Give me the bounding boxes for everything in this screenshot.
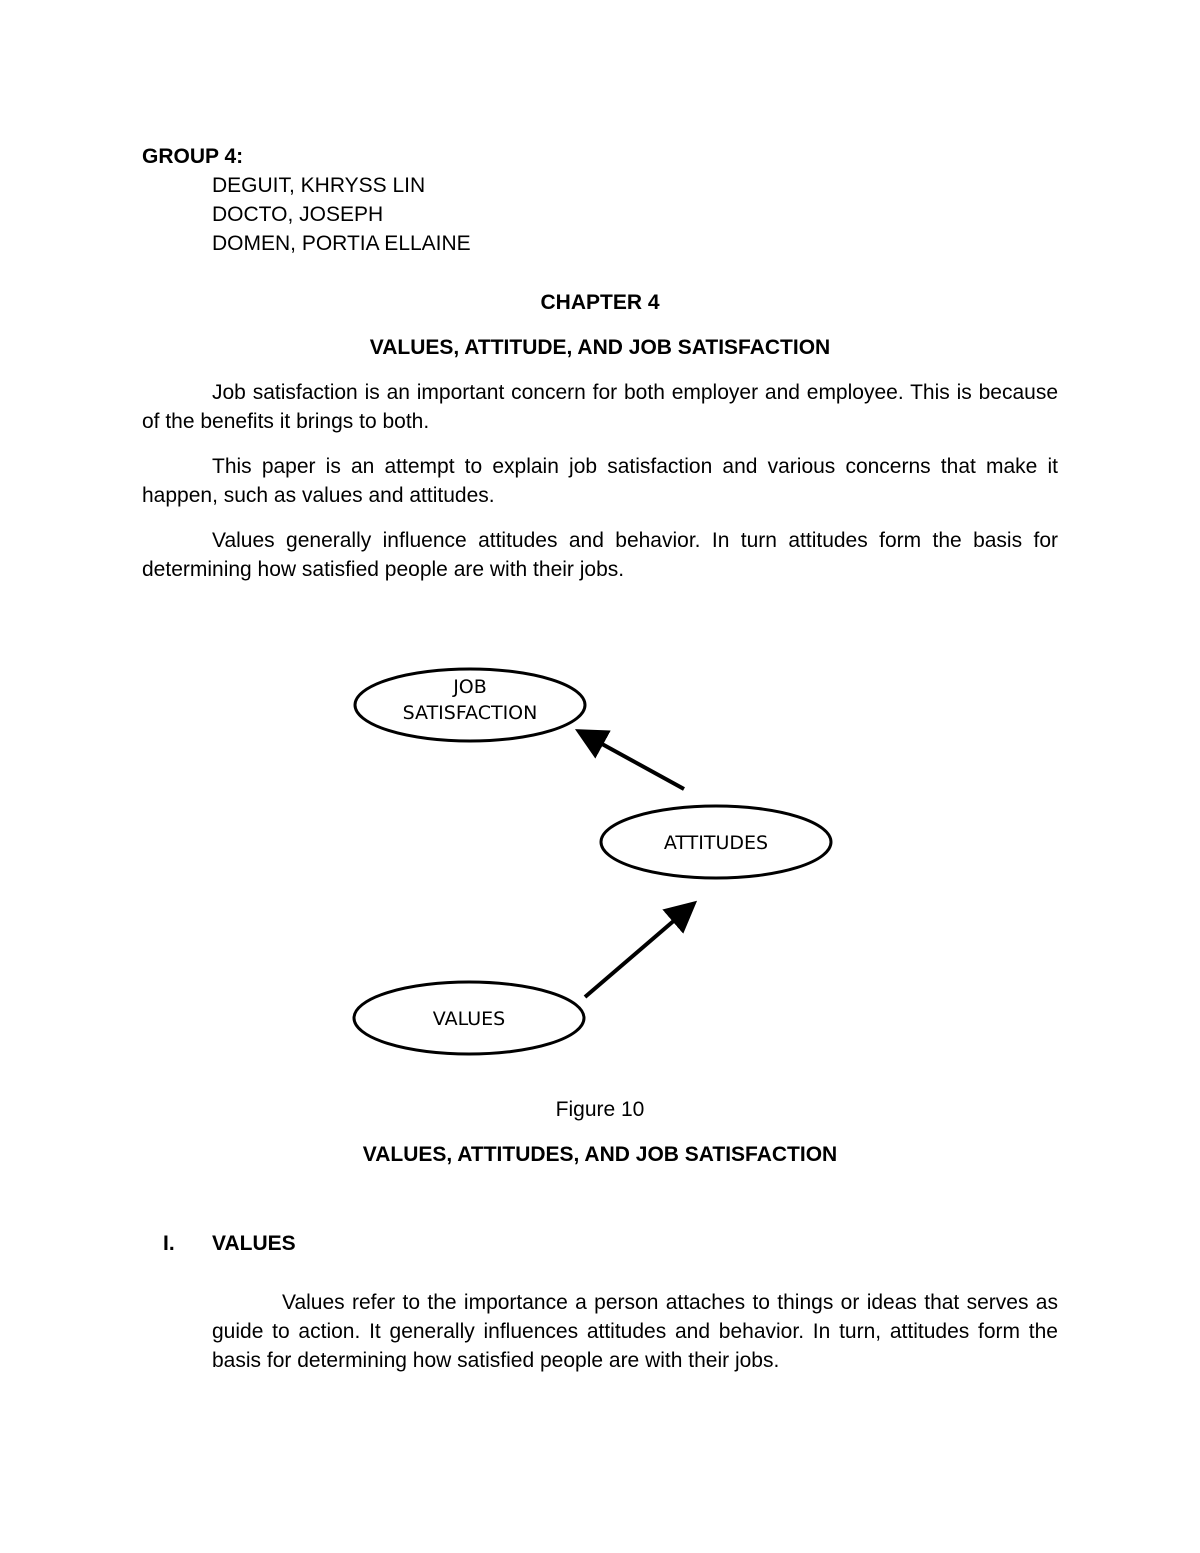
section-paragraph: Values refer to the importance a person attaches to things or ideas that serves as guide to action. It generally influences attitudes and behavior. In turn, attitudes form the basis for determining how satisfied people are with their jobs. <box>212 1291 1058 1372</box>
intro-paragraph-2: This paper is an attempt to explain job satisfaction and various concerns that make it happen, such as values and attitudes. <box>142 455 1058 507</box>
figure-number: Figure 10 <box>555 1098 645 1121</box>
section-heading: VALUES <box>212 1232 296 1255</box>
member-2: DOCTO, JOSEPH <box>212 203 384 226</box>
job-satisfaction-node <box>355 669 585 741</box>
attitudes-label: ATTITUDES <box>663 832 769 854</box>
job-satisfaction-label-line1: JOB <box>453 676 487 698</box>
job-satisfaction-label-line2: SATISFACTION <box>402 702 538 724</box>
arrow-values-to-attitudes <box>585 906 691 997</box>
values-attitudes-diagram <box>0 640 1200 1080</box>
values-node <box>354 982 584 1054</box>
intro-paragraph-1: Job satisfaction is an important concern for both employer and employee. This is because of the benefits it brings to both. <box>142 381 1058 433</box>
member-1: DEGUIT, KHRYSS LIN <box>212 174 426 197</box>
values-label: VALUES <box>432 1008 506 1030</box>
arrow-attitudes-to-job-satisfaction <box>582 733 684 789</box>
intro-paragraph-3: Values generally influence attitudes and behavior. In turn attitudes form the basis for determining how satisfied people are with their jobs. <box>142 529 1058 581</box>
group-label: GROUP 4: <box>142 145 244 168</box>
section-numeral: I. <box>163 1232 175 1255</box>
attitudes-node <box>601 806 831 878</box>
chapter-title: VALUES, ATTITUDE, AND JOB SATISFACTION <box>369 336 831 359</box>
chapter-number: CHAPTER 4 <box>540 291 660 314</box>
figure-caption: VALUES, ATTITUDES, AND JOB SATISFACTION <box>362 1143 838 1166</box>
member-3: DOMEN, PORTIA ELLAINE <box>212 232 471 255</box>
